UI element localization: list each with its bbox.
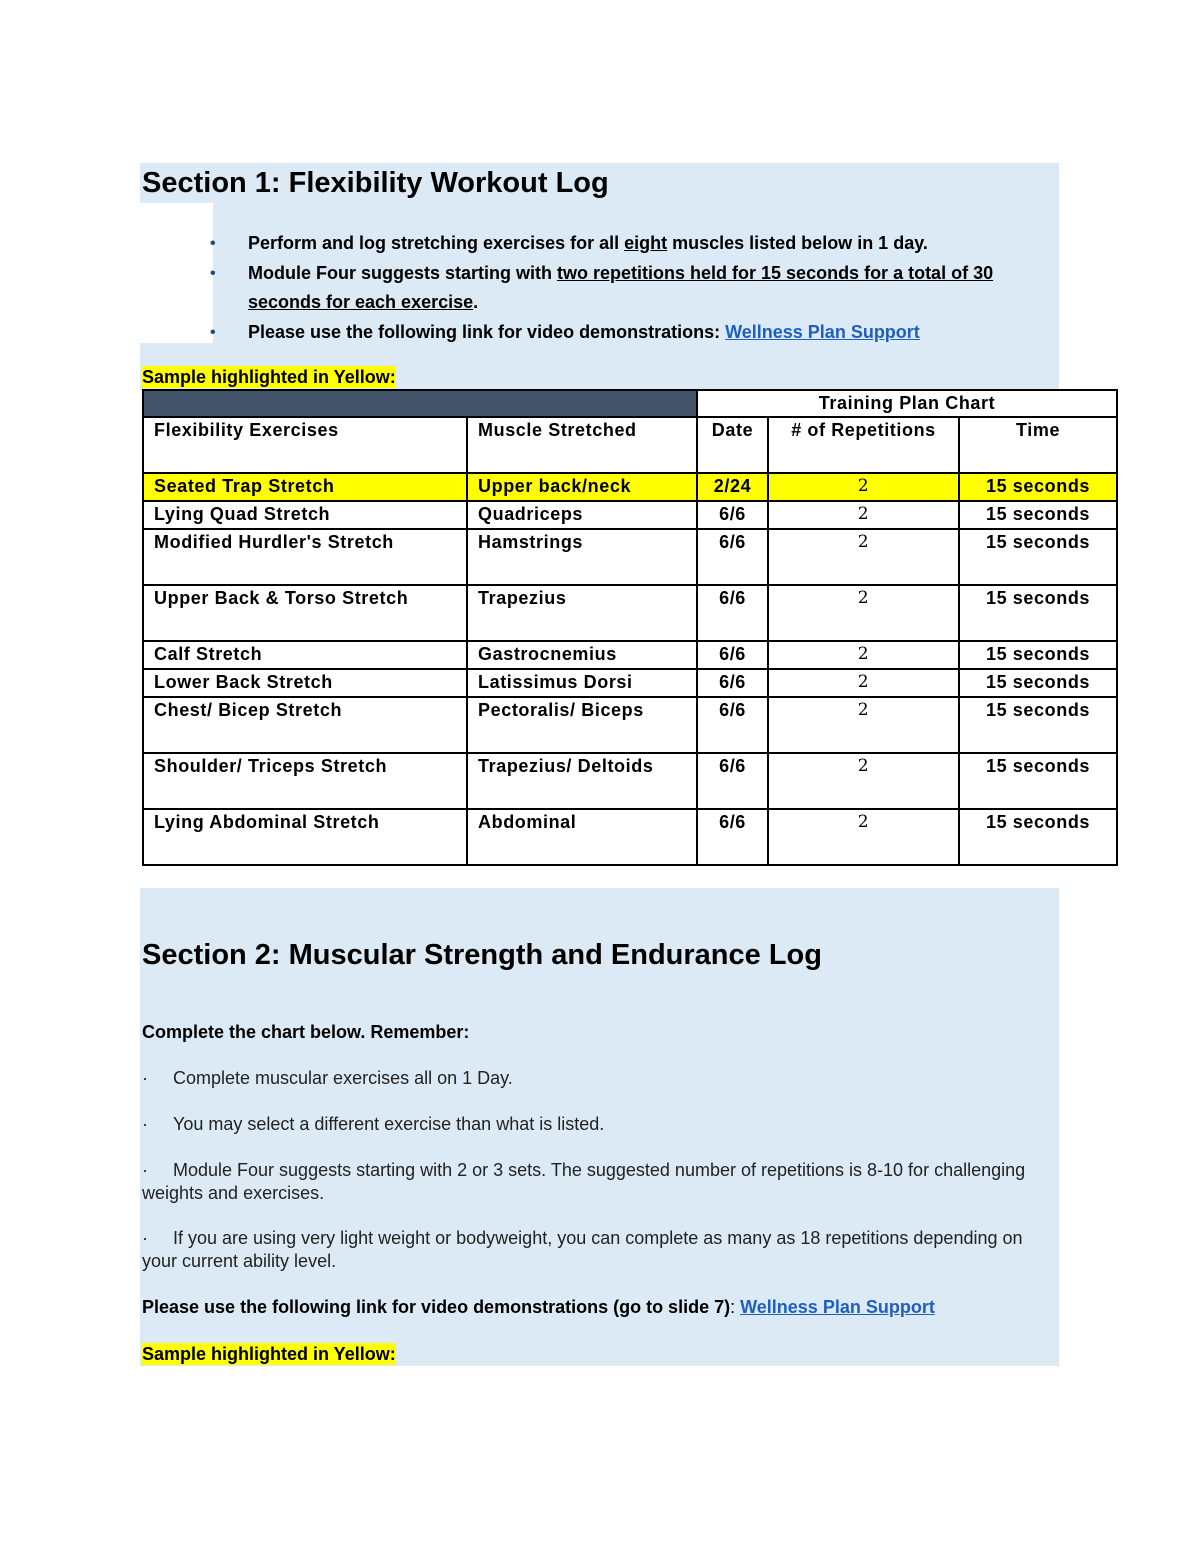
table-row: Lying Quad Stretch Quadriceps 6/6 2 15 seconds <box>143 501 1117 529</box>
list-item: · Module Four suggests starting with 2 or 3 sets. The suggested number of repetitions is 8-10 for challenging weights and exercises. <box>142 1160 1026 1203</box>
underlined-text: two repetitions held for 15 seconds for a total of 30 seconds for each exercise <box>248 262 994 312</box>
section1-sample-label: Sample highlighted in Yellow: <box>142 367 396 387</box>
wellness-plan-support-link[interactable]: Wellness Plan Support <box>740 1297 935 1317</box>
bullet-item: • Module Four suggests starting with two repetitions held for 15 seconds for a total of 30 seconds for each exercise. <box>210 259 1050 318</box>
bullet-dot-icon: · <box>142 1160 148 1180</box>
header-time: Time <box>959 417 1117 473</box>
section1-bullet-list <box>210 229 1050 347</box>
section2-sample-label: Sample highlighted in Yellow: <box>142 1344 396 1364</box>
table-row: Seated Trap Stretch Upper back/neck 2/24 2 15 seconds <box>143 473 1117 501</box>
section1-title: Section 1: Flexibility Workout Log <box>142 167 609 199</box>
bullet-dot-icon: • <box>210 323 216 341</box>
bullet-dot-icon: · <box>142 1228 148 1248</box>
list-item: · If you are using very light weight or bodyweight, you can complete as many as 18 repetitions depending on your current ability level. <box>142 1228 1023 1271</box>
dark-header-cell <box>143 390 697 417</box>
bullet-dot-icon: • <box>210 264 216 282</box>
wellness-plan-support-link[interactable]: Wellness Plan Support <box>725 321 920 342</box>
list-item: · Complete muscular exercises all on 1 Day. <box>142 1068 513 1088</box>
table-row: Calf Stretch Gastrocnemius 6/6 2 15 seconds <box>143 641 1117 669</box>
list-item: · You may select a different exercise than what is listed. <box>142 1114 605 1134</box>
table-row: Upper Back & Torso Stretch Trapezius 6/6 2 15 seconds <box>143 585 1117 641</box>
header-repetitions: # of Repetitions <box>768 417 959 473</box>
header-date: Date <box>697 417 768 473</box>
table-row: Shoulder/ Triceps Stretch Trapezius/ Deltoids 6/6 2 15 seconds <box>143 753 1117 809</box>
table-row: Chest/ Bicep Stretch Pectoralis/ Biceps 6/6 2 15 seconds <box>143 697 1117 753</box>
bullet-item: • Please use the following link for video demonstrations: Wellness Plan Support <box>210 318 1050 348</box>
table-header-row <box>143 417 1117 473</box>
header-muscle: Muscle Stretched <box>467 417 697 473</box>
bullet-dot-icon: · <box>142 1068 148 1088</box>
header-exercise: Flexibility Exercises <box>143 417 467 473</box>
underlined-text: eight <box>624 233 668 253</box>
table-row: Modified Hurdler's Stretch Hamstrings 6/6 2 15 seconds <box>143 529 1117 585</box>
training-plan-chart-header: Training Plan Chart <box>697 390 1117 417</box>
flexibility-log-table <box>142 389 1118 866</box>
table-row: Lying Abdominal Stretch Abdominal 6/6 2 15 seconds <box>143 809 1117 865</box>
section2-link-line: Please use the following link for video demonstrations (go to slide 7): Wellness Plan Support <box>142 1297 935 1317</box>
table-group-header-row <box>143 390 1117 417</box>
section2-title: Section 2: Muscular Strength and Endurance Log <box>142 939 822 971</box>
section2-intro: Complete the chart below. Remember: <box>142 1022 470 1042</box>
bullet-item: • Perform and log stretching exercises for all eight muscles listed below in 1 day. <box>210 229 1050 259</box>
bullet-dot-icon: · <box>142 1114 148 1134</box>
table-row: Lower Back Stretch Latissimus Dorsi 6/6 2 15 seconds <box>143 669 1117 697</box>
bullet-dot-icon: • <box>210 235 216 252</box>
